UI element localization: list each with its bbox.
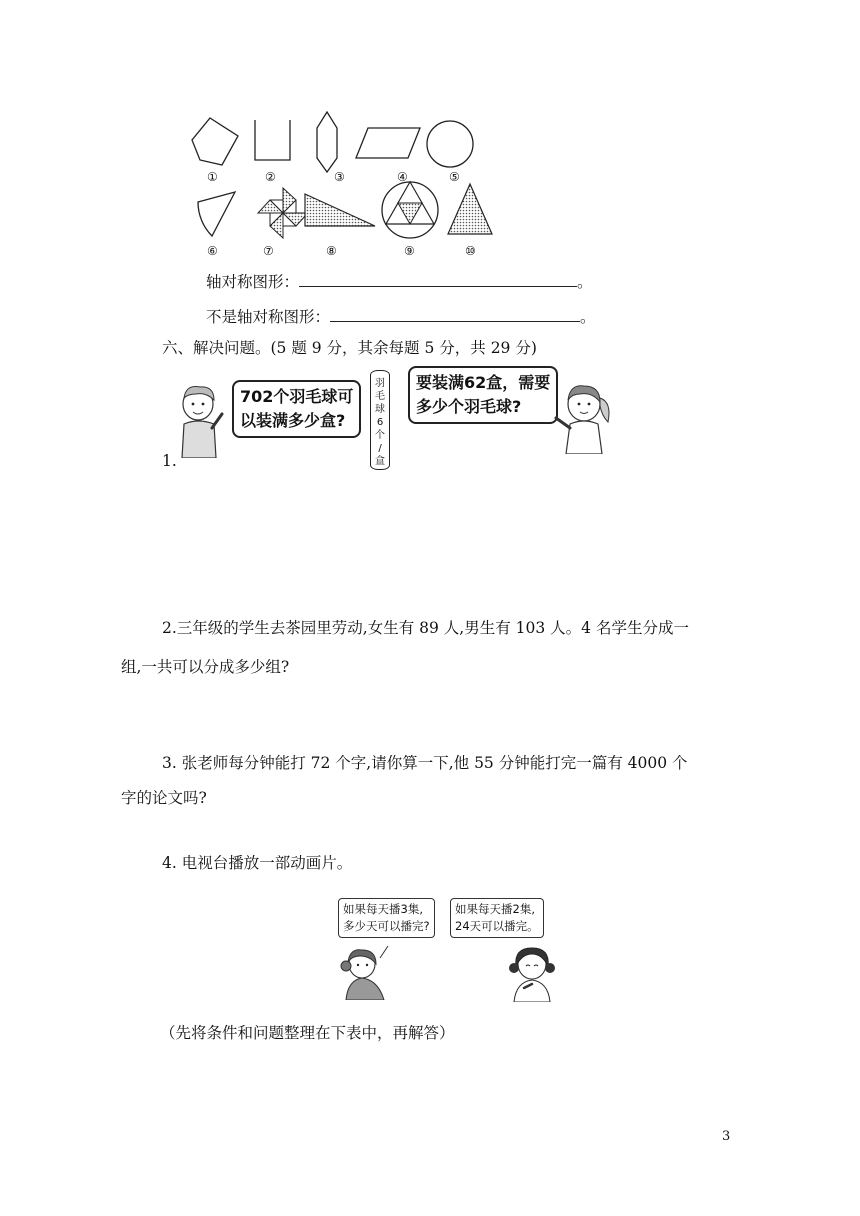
axis-symmetric-label: 轴对称图形：: [206, 273, 300, 291]
period: 。: [580, 308, 596, 326]
shape-label-1: ①: [207, 170, 218, 184]
not-axis-symmetric-row: [206, 307, 596, 326]
q4-right-bubble-line-1: 如果每天播2集,: [455, 902, 535, 916]
q4-left-bubble-line-2: 多少天可以播完?: [343, 919, 430, 933]
not-axis-symmetric-label: 不是轴对称图形：: [206, 308, 331, 326]
q2-line-1: 2.三年级的学生去茶园里劳动,女生有 89 人,男生有 103 人。4 名学生分成一: [162, 619, 689, 637]
girl-illustration: [550, 378, 616, 454]
page-number: 3: [722, 1129, 731, 1144]
period: 。: [577, 273, 593, 291]
q1-number: 1.: [162, 452, 177, 470]
girl-speech-bubble: [408, 366, 558, 424]
q4-instruction: （先将条件和问题整理在下表中，再解答）: [160, 1024, 455, 1042]
shape-label-8: ⑧: [326, 244, 337, 258]
tube-char: 球: [375, 404, 385, 415]
shape-label-9: ⑨: [404, 244, 415, 258]
boy-illustration: [176, 384, 224, 458]
tube-char: 6: [376, 417, 384, 428]
axis-symmetric-answer-blank[interactable]: [299, 272, 577, 287]
shape-label-5: ⑤: [449, 170, 460, 184]
q4-girl-right-illustration: [506, 944, 556, 1002]
section-6-heading: 六、解决问题。(5 题 9 分，其余每题 5 分，共 29 分): [162, 339, 537, 357]
shape-1-pentagon: [192, 118, 238, 165]
shape-8-right-triangle: [305, 194, 375, 226]
q3-line-1: 3. 张老师每分钟能打 72 个字,请你算一下,他 55 分钟能打完一篇有 4000 个: [162, 754, 688, 772]
girl-bubble-line-1: 要装满62盒，需要: [416, 373, 551, 392]
shape-10-triangle: [448, 184, 492, 234]
shape-label-10: ⑩: [465, 244, 476, 258]
shape-4-parallelogram: [356, 128, 420, 158]
shape-label-4: ④: [397, 170, 408, 184]
q4-left-bubble: [338, 898, 435, 938]
not-axis-symmetric-answer-blank[interactable]: [330, 307, 580, 322]
shuttlecock-tube: [370, 370, 390, 470]
shape-label-3: ③: [334, 170, 345, 184]
q4-right-bubble-line-2: 24天可以播完。: [455, 919, 539, 933]
tube-char: 毛: [375, 391, 385, 402]
axis-symmetric-row: [206, 272, 593, 291]
tube-char: 盒: [375, 456, 385, 467]
shape-6-sector: [198, 192, 235, 236]
boy-bubble-line-1: 702个羽毛球可: [240, 387, 354, 406]
shape-label-7: ⑦: [263, 244, 274, 258]
shape-7-pinwheel: [258, 188, 308, 238]
shape-label-6: ⑥: [207, 244, 218, 258]
q2-line-2: 组,一共可以分成多少组?: [121, 658, 290, 676]
shape-label-2: ②: [265, 170, 276, 184]
shape-9-circle-triangles: [382, 182, 438, 238]
boy-speech-bubble: [232, 380, 361, 438]
tube-char: 个: [375, 430, 385, 441]
q4-girl-left-illustration: [340, 944, 398, 1000]
tube-char: 羽: [375, 378, 385, 389]
q3-line-2: 字的论文吗?: [121, 789, 207, 807]
q4-right-bubble: [450, 898, 544, 938]
tube-char: /: [378, 443, 382, 454]
girl-bubble-line-2: 多少个羽毛球?: [416, 397, 522, 416]
boy-bubble-line-2: 以装满多少盒?: [240, 411, 346, 430]
q4-text: 4. 电视台播放一部动画片。: [162, 854, 353, 872]
shape-2-open-rect: [255, 120, 290, 160]
q4-left-bubble-line-1: 如果每天播3集,: [343, 902, 423, 916]
shapes-figure: [180, 110, 500, 260]
shape-3-hexagon: [317, 112, 337, 172]
shape-5-circle: [427, 121, 473, 167]
